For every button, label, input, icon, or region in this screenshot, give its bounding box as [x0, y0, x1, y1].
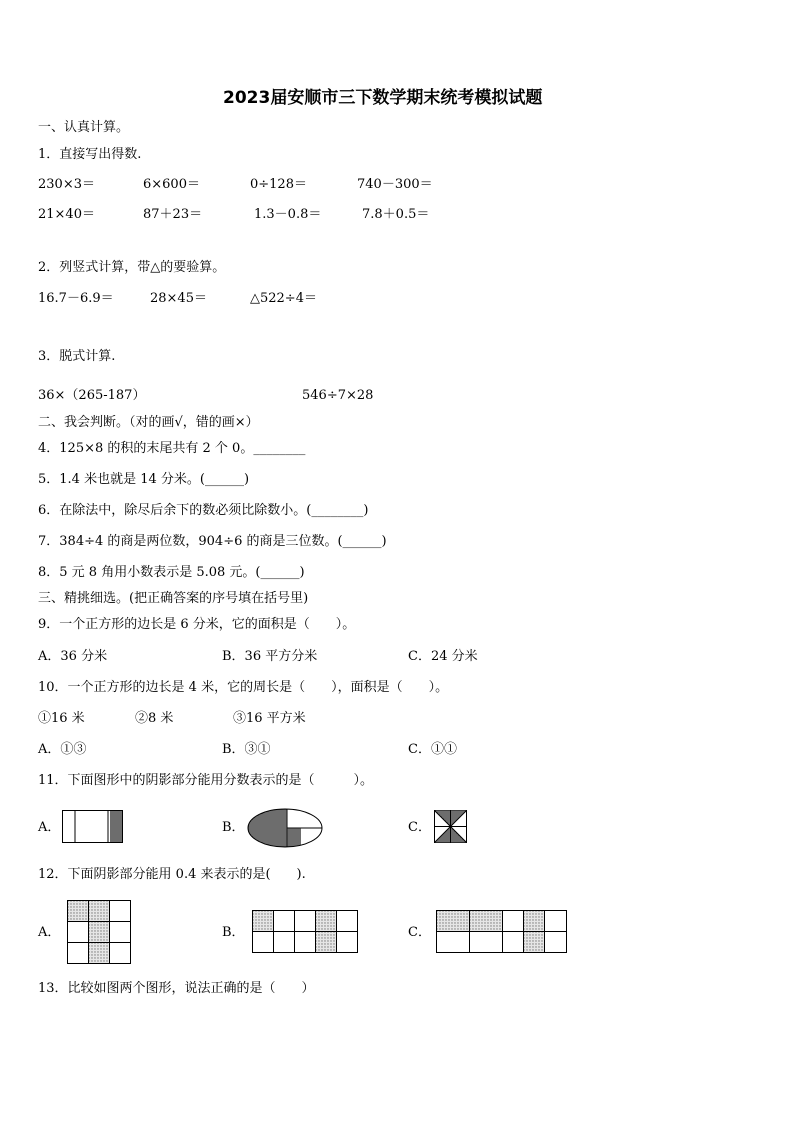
q11-stem: 11．下面图形中的阴影部分能用分数表示的是（ ）。 [38, 773, 374, 788]
q12-figure-c [436, 910, 568, 955]
q9-option-c: C．24 分米 [408, 649, 478, 664]
q12-option-a: A． [38, 925, 61, 940]
q12-option-b: B． [222, 925, 245, 940]
q2-label: 2．列竖式计算，带△的要验算。 [38, 260, 226, 275]
q11-figure-b [247, 808, 323, 848]
q1-item: 1.3－0.8＝ [254, 207, 322, 222]
q3-label: 3．脱式计算. [38, 349, 116, 364]
q12-figure-a [67, 900, 132, 965]
q1-item: 7.8＋0.5＝ [362, 207, 430, 222]
q9-option-a: A．36 分米 [38, 649, 108, 664]
q12-option-c: C． [408, 925, 431, 940]
q11-option-b: B． [222, 820, 245, 835]
q1-item: 0÷128＝ [250, 177, 307, 192]
q2-item: △522÷4＝ [250, 291, 317, 306]
q10-option-a: A．①③ [38, 742, 87, 757]
q3-item: 546÷7×28 [302, 388, 374, 403]
q10-option-b: B．③① [222, 742, 271, 757]
q6: 6．在除法中，除尽后余下的数必须比除数小。(________) [38, 503, 369, 518]
q1-label: 1．直接写出得数. [38, 147, 142, 162]
q5: 5．1.4 米也就是 14 分米。(______) [38, 472, 250, 487]
q1-item: 740－300＝ [357, 177, 433, 192]
q12-figure-b [252, 910, 360, 955]
q3-item: 36×（265-187） [38, 388, 146, 403]
q1-item: 21×40＝ [38, 207, 95, 222]
q10-option-c: C．①① [408, 742, 457, 757]
q12-stem: 12．下面阴影部分能用 0.4 来表示的是( ). [38, 867, 306, 882]
q1-item: 230×3＝ [38, 177, 95, 192]
q11-figure-c [434, 810, 468, 844]
q13-stem: 13．比较如图两个图形，说法正确的是（ ） [38, 981, 315, 996]
q9-option-b: B．36 平方分米 [222, 649, 318, 664]
q9-stem: 9．一个正方形的边长是 6 分米，它的面积是（ ）。 [38, 617, 356, 632]
section-1-heading: 一、认真计算。 [38, 120, 130, 135]
q2-item: 28×45＝ [150, 291, 207, 306]
q11-figure-a [62, 810, 124, 844]
q1-item: 87＋23＝ [143, 207, 203, 222]
q10-choice: ③16 平方米 [233, 711, 306, 726]
q10-stem: 10．一个正方形的边长是 4 米，它的周长是（ ），面积是（ ）。 [38, 680, 449, 695]
section-2-heading: 二、我会判断。（对的画√，错的画×） [38, 415, 259, 430]
section-3-heading: 三、精挑细选。(把正确答案的序号填在括号里) [38, 591, 309, 606]
q11-option-c: C． [408, 820, 431, 835]
page-title: 2023届安顺市三下数学期末统考模拟试题 [223, 88, 543, 108]
q7: 7．384÷4 的商是两位数，904÷6 的商是三位数。(______) [38, 534, 387, 549]
q2-item: 16.7－6.9＝ [38, 291, 114, 306]
q4: 4．125×8 的积的末尾共有 2 个 0。________ [38, 441, 306, 456]
q1-item: 6×600＝ [143, 177, 200, 192]
q10-choice: ①16 米 [38, 711, 85, 726]
q11-option-a: A． [38, 820, 61, 835]
q10-choice: ②8 米 [135, 711, 174, 726]
q8: 8．5 元 8 角用小数表示是 5.08 元。(______) [38, 565, 305, 580]
